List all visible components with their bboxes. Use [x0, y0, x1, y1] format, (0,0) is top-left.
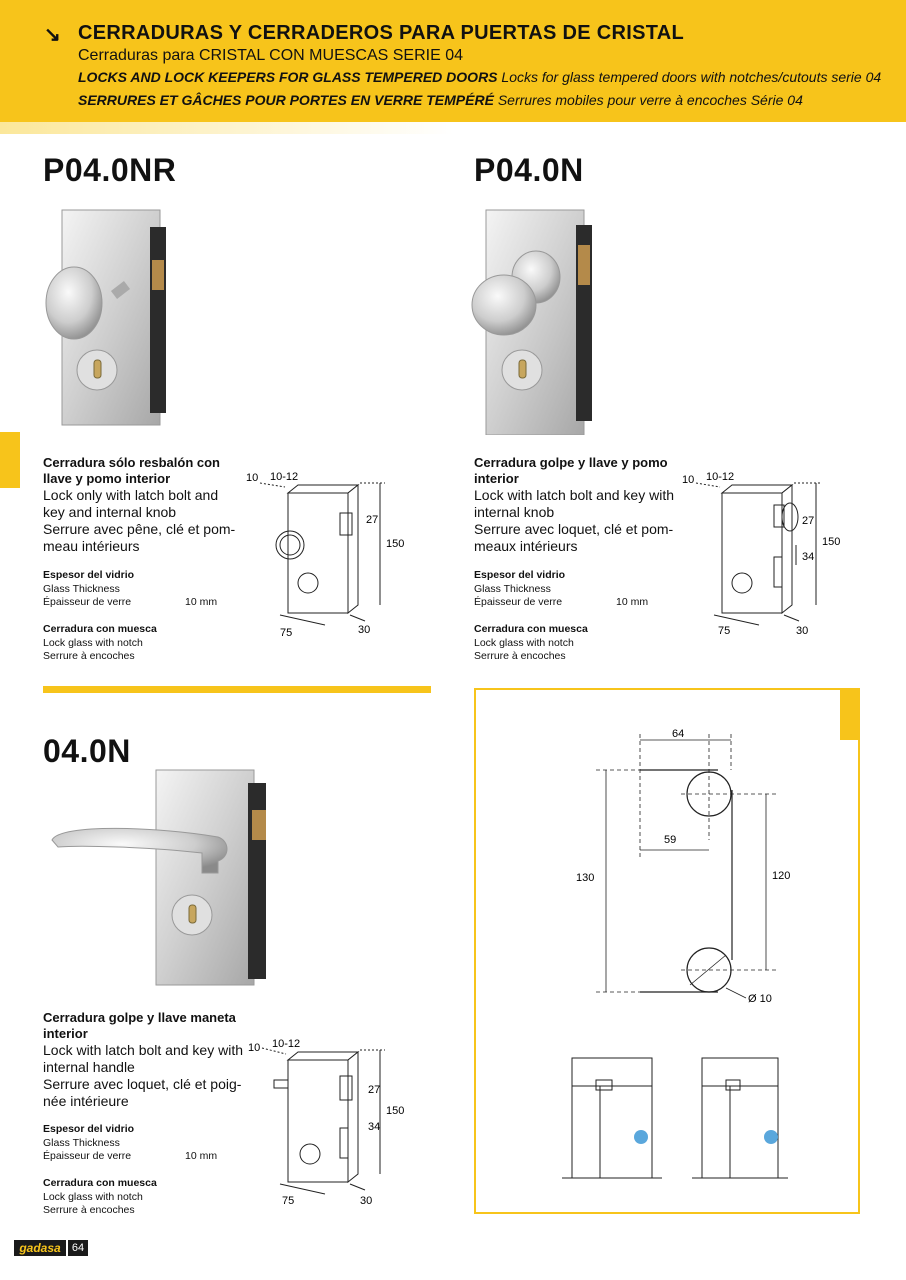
dim-label: 10 — [246, 472, 259, 484]
notch-template-drawing — [476, 690, 836, 1210]
spec-label-en: Glass Thickness — [474, 582, 551, 595]
spec-label: Espesor del vidrio — [43, 569, 135, 581]
french-heading — [78, 92, 803, 108]
spec-value: 10 mm — [185, 1150, 218, 1162]
side-tab — [0, 432, 20, 488]
notch-spec — [43, 623, 243, 664]
dim-label: 34 — [802, 551, 815, 563]
dim-label: 75 — [718, 625, 731, 637]
product-description — [43, 455, 243, 555]
product-code: 04.0N — [43, 733, 131, 769]
dim-label: 30 — [796, 625, 809, 637]
product-title-es: Cerradura golpe y llave maneta interior — [43, 1010, 236, 1041]
spec-label-en: Glass Thickness — [43, 582, 120, 595]
dim-label: 75 — [282, 1195, 295, 1207]
notch-label-fr: Serrure à encoches — [43, 650, 135, 662]
dim-label: 27 — [366, 514, 379, 526]
page-number: 64 — [68, 1240, 88, 1256]
glass-thickness-spec — [43, 1123, 243, 1164]
dim-label: 10-12 — [706, 471, 735, 483]
dim-label: 34 — [368, 1121, 381, 1133]
dimension-drawing-04-0n — [240, 1032, 420, 1212]
dimension-drawing-p04-0n — [676, 465, 856, 645]
glass-thickness-spec — [474, 569, 674, 610]
dim-label: 75 — [280, 627, 293, 639]
product-photo-04-0n — [40, 765, 275, 990]
product-description — [474, 455, 674, 555]
notch-label: Cerradura con muesca — [43, 623, 157, 635]
dim-label: 10-12 — [270, 471, 299, 483]
section-divider — [43, 686, 431, 693]
notch-label-fr: Serrure à encoches — [43, 1204, 135, 1216]
header-fade — [0, 122, 906, 134]
page-subtitle: Cerraduras para CRISTAL CON MUESCAS SERIE 04 — [78, 47, 464, 64]
product-photo-p04-0n — [470, 205, 610, 435]
dim-label: 150 — [386, 1105, 405, 1117]
english-heading-bold: LOCKS AND LOCK KEEPERS FOR GLASS TEMPERED DOORS — [78, 69, 498, 85]
lock-position-marker — [634, 1130, 648, 1144]
notch-label: Cerradura con muesca — [474, 623, 588, 635]
product-desc-fr: Serrure avec loquet, clé et pom-meaux intérieurs — [474, 521, 674, 554]
dim-inner-width: 59 — [664, 834, 677, 846]
notch-spec — [474, 623, 674, 664]
arrow-icon: ↘ — [44, 24, 61, 46]
notch-label-en: Lock glass with notch — [474, 636, 574, 649]
spec-value: 10 mm — [616, 596, 649, 608]
product-desc-fr: Serrure avec pêne, clé et pom-meau intérieurs — [43, 521, 236, 554]
notch-label-en: Lock glass with notch — [43, 1190, 143, 1203]
glass-thickness-spec — [43, 569, 243, 610]
english-heading-rest: Locks for glass tempered doors with notches/cutouts serie 04 — [497, 69, 882, 85]
dim-label: 150 — [386, 538, 405, 550]
dim-label: 30 — [360, 1195, 373, 1207]
dim-label: 30 — [358, 624, 371, 636]
french-heading-bold: SERRURES ET GÂCHES POUR PORTES EN VERRE TEMPÉRÉ — [78, 92, 494, 108]
product-photo-p04-0nr — [42, 205, 182, 435]
spec-label: Espesor del vidrio — [43, 1123, 135, 1135]
dim-label: 27 — [368, 1084, 381, 1096]
dim-height: 130 — [576, 872, 595, 884]
dim-diameter: Ø 10 — [748, 993, 772, 1005]
panel-tab — [840, 688, 860, 740]
product-title-es: Cerradura golpe y llave y pomo interior — [474, 455, 668, 486]
dimension-drawing-p04-0nr — [240, 465, 420, 645]
spec-label-fr: Épaisseur de verre — [43, 596, 132, 608]
spec-label-fr: Épaisseur de verre — [43, 1150, 132, 1162]
spec-value: 10 mm — [185, 596, 218, 608]
dim-label: 150 — [822, 536, 841, 548]
brand-logo: gadasa — [14, 1240, 66, 1256]
product-desc-fr: Serrure avec loquet, clé et poig-née intérieure — [43, 1076, 242, 1109]
product-title-es: Cerradura sólo resbalón con llave y pomo interior — [43, 455, 220, 486]
notch-label: Cerradura con muesca — [43, 1177, 157, 1189]
product-description — [43, 1010, 243, 1110]
page-title: CERRADURAS Y CERRADEROS PARA PUERTAS DE CRISTAL — [78, 22, 685, 44]
product-desc-en: Lock with latch bolt and key with internal handle — [43, 1042, 243, 1075]
notch-spec — [43, 1177, 243, 1218]
spec-label-en: Glass Thickness — [43, 1136, 120, 1149]
dim-width: 64 — [672, 728, 685, 740]
dim-inner-height: 120 — [772, 870, 791, 882]
product-desc-en: Lock with latch bolt and key with internal knob — [474, 487, 674, 520]
dim-label: 10 — [682, 474, 695, 486]
dim-label: 10-12 — [272, 1038, 301, 1050]
notch-label-fr: Serrure à encoches — [474, 650, 566, 662]
lock-position-marker — [764, 1130, 778, 1144]
spec-label: Espesor del vidrio — [474, 569, 566, 581]
dim-label: 10 — [248, 1042, 261, 1054]
spec-label-fr: Épaisseur de verre — [474, 596, 563, 608]
dim-label: 27 — [802, 515, 815, 527]
notch-label-en: Lock glass with notch — [43, 636, 143, 649]
product-desc-en: Lock only with latch bolt and key and internal knob — [43, 487, 219, 520]
french-heading-rest: Serrures mobiles pour verre à encoches Série 04 — [493, 92, 803, 108]
english-heading — [78, 69, 881, 85]
product-code: P04.0NR — [43, 152, 177, 188]
product-code: P04.0N — [474, 152, 584, 188]
